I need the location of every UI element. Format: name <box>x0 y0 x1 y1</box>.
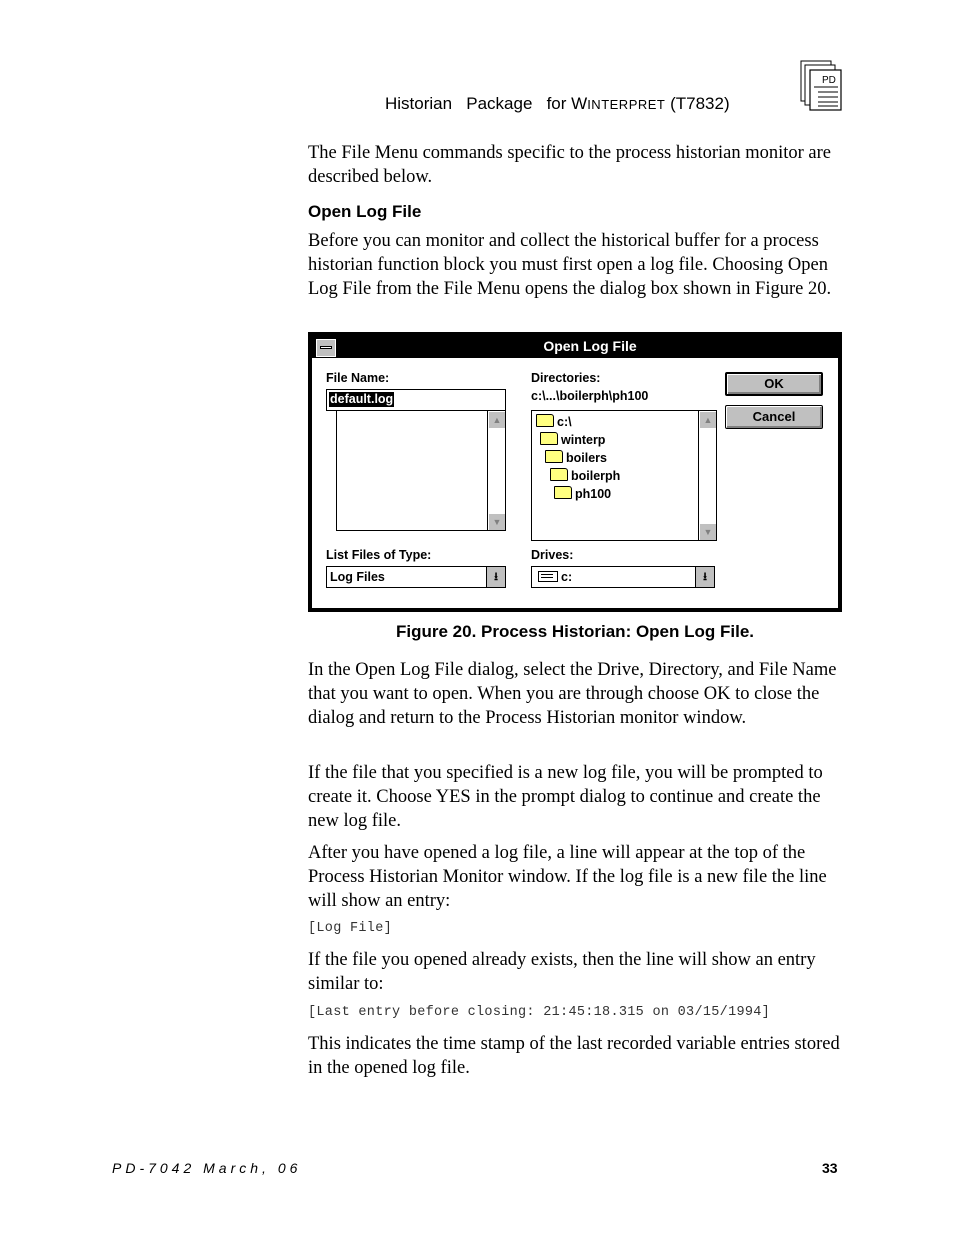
dir-item[interactable]: c:\ <box>536 414 572 429</box>
open-log-file-dialog <box>308 332 842 612</box>
file-name-input[interactable] <box>326 389 506 411</box>
dir-item[interactable]: winterp <box>540 432 605 447</box>
directory-list[interactable] <box>531 410 717 541</box>
dropdown-arrow-icon[interactable]: ⭳ <box>695 567 714 587</box>
paragraph: If the file that you specified is a new log file, you will be prompted to create it. Choose YES in the prompt dialog to continue and create the new log file. <box>308 763 823 831</box>
dialog-titlebar <box>312 336 838 358</box>
directories-label: Directories: <box>531 371 601 385</box>
paragraph: In the Open Log File dialog, select the Drive, Directory, and File Name that you want to open. When you are through choose OK to close the dialog and return to the Process Historian monitor window. <box>308 660 837 728</box>
folder-open-icon <box>550 468 568 481</box>
dir-item[interactable]: boilerph <box>550 468 620 483</box>
scroll-up-icon[interactable]: ▲ <box>488 411 505 428</box>
dir-item-selected[interactable]: ph100 <box>554 486 611 501</box>
file-name-label: File Name: <box>326 371 390 385</box>
header-smallcaps: INTERPRET <box>587 97 666 112</box>
list-type-label: List Files of Type: <box>326 548 432 562</box>
folder-open-icon <box>536 414 554 427</box>
header-text: Historian Package for W <box>385 94 588 113</box>
para-2 <box>308 658 848 730</box>
pd-document-icon <box>800 60 842 112</box>
running-header <box>385 94 730 114</box>
drive-value: c: <box>561 570 573 584</box>
paragraph: After you have opened a log file, a line will appear at the top of the Process Historian Monitor window. If the log file is a new file the line will show an entry: <box>308 843 827 911</box>
footer-doc-id: PD-7042 March, 06 <box>112 1160 302 1176</box>
file-type-select[interactable] <box>326 566 506 588</box>
header-model: (T7832) <box>665 94 730 113</box>
logo-text: PD <box>822 75 836 86</box>
current-directory: c:\...\boilerph\ph100 <box>531 389 649 403</box>
folder-open-icon <box>554 486 572 499</box>
drive-icon <box>538 571 558 582</box>
para-1 <box>308 229 848 301</box>
file-list[interactable] <box>336 410 506 531</box>
paragraph: This indicates the time stamp of the last recorded variable entries stored in the opened log file. <box>308 1034 840 1078</box>
directory-scrollbar[interactable] <box>698 411 716 540</box>
scroll-down-icon[interactable]: ▼ <box>699 523 716 540</box>
paragraph: If the file you opened already exists, then the line will show an entry similar to: <box>308 950 816 994</box>
paragraph: Before you can monitor and collect the historical buffer for a process historian function block you must first open a log file. Choosing Open Log File from the File Menu opens the dialog box shown in Figure 20. <box>308 231 832 299</box>
section-heading: Open Log File <box>308 202 422 221</box>
drive-select[interactable] <box>531 566 715 588</box>
para-4 <box>308 841 848 913</box>
file-type-value: Log Files <box>330 570 385 584</box>
code-log-file: [Log File] <box>308 921 393 936</box>
drives-label: Drives: <box>531 548 574 562</box>
dropdown-arrow-icon[interactable]: ⭳ <box>486 567 505 587</box>
folder-open-icon <box>545 450 563 463</box>
scroll-down-icon[interactable]: ▼ <box>488 513 505 530</box>
para-6 <box>308 1032 848 1080</box>
scroll-up-icon[interactable]: ▲ <box>699 411 716 428</box>
ok-button[interactable]: OK <box>725 372 823 396</box>
file-name-value: default.log <box>330 392 394 406</box>
dir-item[interactable]: boilers <box>545 450 607 465</box>
cancel-button[interactable]: Cancel <box>725 405 823 429</box>
figure-caption: Figure 20. Process Historian: Open Log File. <box>395 622 755 641</box>
intro-block <box>308 141 848 189</box>
dialog-body <box>312 336 838 608</box>
para-3 <box>308 761 848 833</box>
para-5 <box>308 948 848 996</box>
page-number: 33 <box>822 1160 838 1176</box>
code-last-entry: [Last entry before closing: 21:45:18.315 on 03/15/1994] <box>308 1005 771 1020</box>
intro-paragraph: The File Menu commands specific to the process historian monitor are described below. <box>308 143 832 187</box>
dialog-title: Open Log File <box>543 338 637 354</box>
file-list-scrollbar[interactable] <box>487 411 505 530</box>
folder-open-icon <box>540 432 558 445</box>
